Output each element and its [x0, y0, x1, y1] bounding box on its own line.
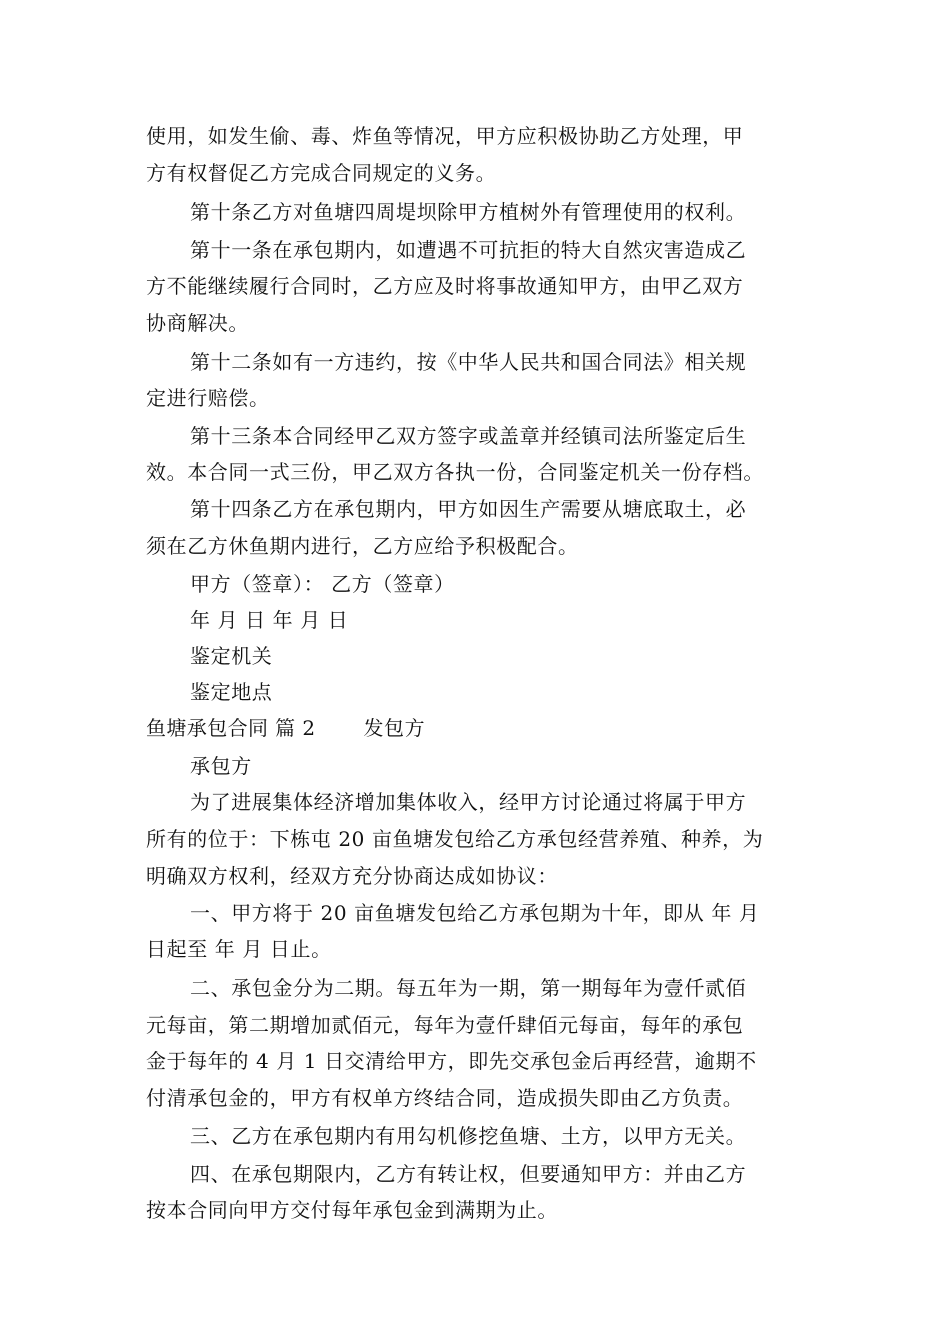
signature-line: 甲方（签章）： 乙方（签章） [190, 572, 455, 596]
text-line: 金于每年的 4 月 1 日交清给甲方，即先交承包金后再经营，逾期不 [146, 1049, 757, 1073]
text-line: 为了进展集体经济增加集体收入，经甲方讨论通过将属于甲方 [190, 790, 747, 814]
text-line: 第十条乙方对鱼塘四周堤坝除甲方植树外有管理使用的权利。 [190, 200, 747, 224]
text-line: 所有的位于：下栋屯 20 亩鱼塘发包给乙方承包经营养殖、种养，为 [146, 827, 764, 851]
text-line: 定进行赔偿。 [146, 386, 270, 410]
text-line: 鉴定地点 [190, 680, 273, 704]
text-line: 四、在承包期限内，乙方有转让权，但要通知甲方：并由乙方 [190, 1162, 747, 1186]
text-line: 一、甲方将于 20 亩鱼塘发包给乙方承包期为十年，即从 年 月 [190, 901, 760, 925]
text-line: 元每亩，第二期增加贰佰元，每年为壹仟肆佰元每亩，每年的承包 [146, 1013, 744, 1037]
text-line: 第十二条如有一方违约，按《中华人民共和国合同法》相关规 [190, 350, 747, 374]
text-line: 二、承包金分为二期。每五年为一期，第一期每年为壹仟贰佰 [190, 976, 747, 1000]
section-heading [146, 710, 425, 746]
text-line: 方有权督促乙方完成合同规定的义务。 [146, 161, 497, 185]
text-line: 第十四条乙方在承包期内，甲方如因生产需要从塘底取土，必 [190, 497, 747, 521]
text-line: 第十一条在承包期内，如遭遇不可抗拒的特大自然灾害造成乙 [190, 238, 747, 262]
party-label: 承包方 [190, 754, 252, 778]
party-label: 发包方 [363, 716, 426, 740]
text-line: 按本合同向甲方交付每年承包金到满期为止。 [146, 1198, 558, 1222]
date-line: 年 月 日 年 月 日 [190, 608, 349, 632]
text-line: 明确双方权利，经双方充分协商达成如协议： [146, 864, 558, 888]
text-line: 须在乙方休鱼期内进行，乙方应给予积极配合。 [146, 534, 579, 558]
text-line: 使用，如发生偷、毒、炸鱼等情况，甲方应积极协助乙方处理，甲 [146, 124, 744, 148]
text-line: 付清承包金的，甲方有权单方终结合同，造成损失即由乙方负责。 [146, 1086, 744, 1110]
text-line: 三、乙方在承包期内有用勾机修挖鱼塘、土方，以甲方无关。 [190, 1124, 747, 1148]
text-line: 方不能继续履行合同时，乙方应及时将事故通知甲方，由甲乙双方 [146, 274, 744, 298]
text-line: 效。本合同一式三份，甲乙双方各执一份，合同鉴定机关一份存档。 [146, 460, 764, 484]
text-line: 第十三条本合同经甲乙双方签字或盖章并经镇司法所鉴定后生 [190, 424, 747, 448]
text-line: 鉴定机关 [190, 644, 273, 668]
text-line: 协商解决。 [146, 311, 249, 335]
section-title: 鱼塘承包合同 篇 2 [146, 716, 316, 740]
text-line: 日起至 年 月 日止。 [146, 937, 332, 961]
